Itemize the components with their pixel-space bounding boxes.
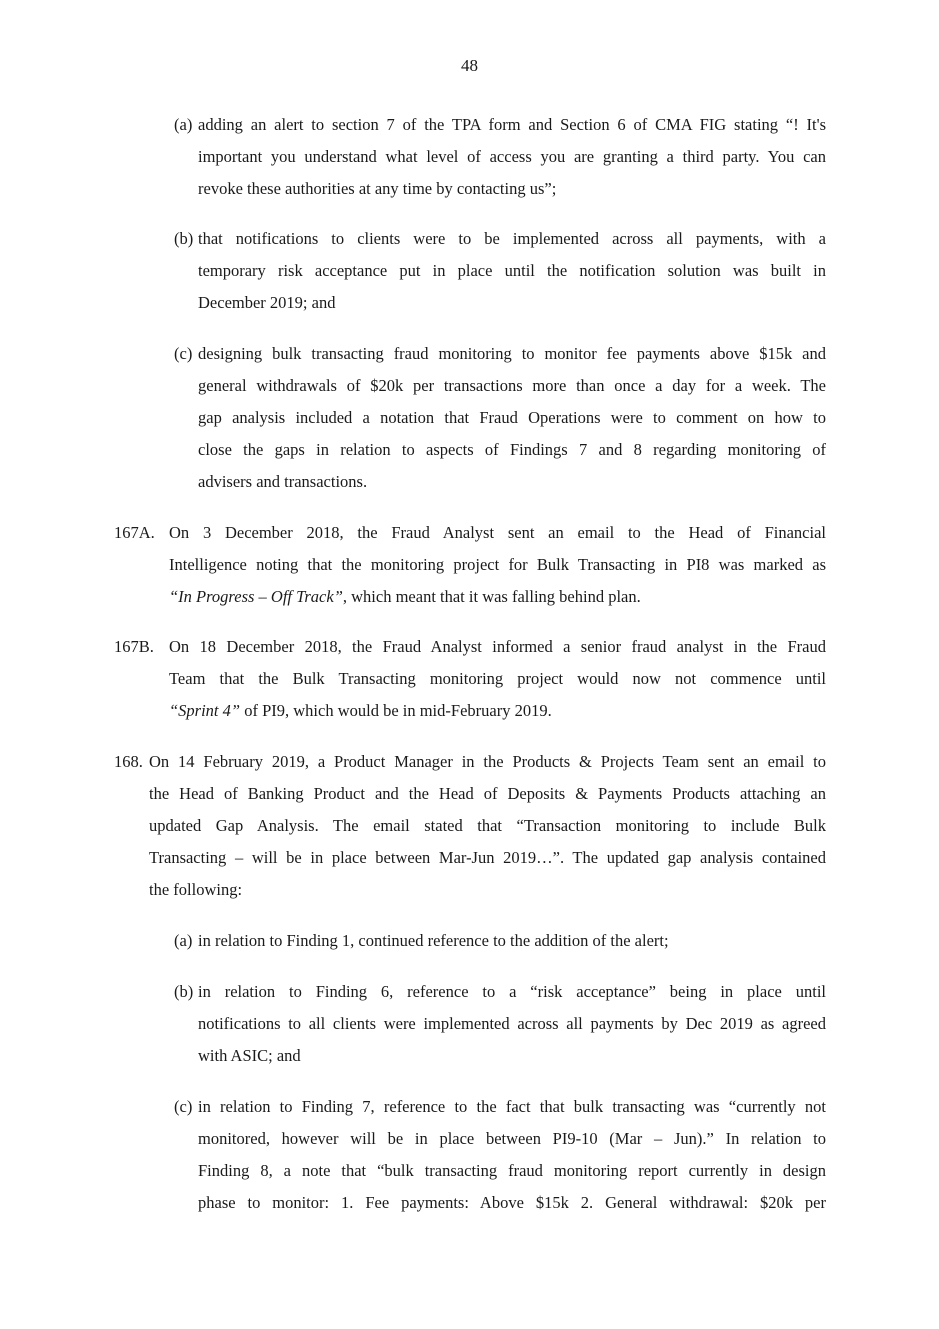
text-line: On 14 February 2019, a Product Manager in the Products & Projects Team sent an email to <box>149 752 826 771</box>
text-line: Transacting – will be in place between Mar-Jun 2019…”. The updated gap analysis contained <box>149 848 826 867</box>
text-line: designing bulk transacting fraud monitoring to monitor fee payments above $15k and <box>198 344 826 363</box>
italic-quote: “Sprint 4” <box>169 701 241 720</box>
text-line: On 3 December 2018, the Fraud Analyst sent an email to the Head of Financial <box>169 523 826 542</box>
text-line: with ASIC; and <box>198 1046 301 1065</box>
text-fragment: of PI9, which would be in mid-February 2019. <box>240 701 552 720</box>
text-line: revoke these authorities at any time by contacting us”; <box>198 179 557 198</box>
text-line: monitored, however will be in place between PI9-10 (Mar – Jun).” In relation to <box>198 1129 826 1148</box>
paragraph-167B <box>114 631 826 727</box>
text-line: important you understand what level of access you are granting a third party. You can <box>198 147 826 166</box>
text-line: in relation to Finding 7, reference to the fact that bulk transacting was “currently not <box>198 1097 826 1116</box>
item-text <box>198 223 826 319</box>
text-line: updated Gap Analysis. The email stated that “Transaction monitoring to include Bulk <box>149 816 826 835</box>
text-line: Team that the Bulk Transacting monitoring project would now not commence until <box>169 669 826 688</box>
text-line: Intelligence noting that the monitoring project for Bulk Transacting in PI8 was marked as <box>169 555 826 574</box>
text-line: advisers and transactions. <box>198 472 368 491</box>
text-line: gap analysis included a notation that Fraud Operations were to comment on how to <box>198 408 826 427</box>
italic-quote: “In Progress – Off Track” <box>169 587 343 606</box>
page-number: 48 <box>461 56 478 75</box>
paragraph-number: 167A. <box>114 523 155 542</box>
text-line: in relation to Finding 1, continued reference to the addition of the alert; <box>198 931 669 950</box>
item-text <box>198 976 826 1072</box>
text-line: general withdrawals of $20k per transactions more than once a day for a week. The <box>198 376 826 395</box>
text-line: On 18 December 2018, the Fraud Analyst informed a senior fraud analyst in the Fraud <box>169 637 826 656</box>
item-text <box>198 109 826 205</box>
list-item-bottom-a <box>174 925 826 957</box>
text-line: the Head of Banking Product and the Head of Deposits & Payments Products attaching an <box>149 784 826 803</box>
text-line: December 2019; and <box>198 293 336 312</box>
item-text <box>198 338 826 498</box>
text-line: temporary risk acceptance put in place until the notification solution was built in <box>198 261 826 280</box>
text-line: Finding 8, a note that “bulk transacting fraud monitoring report currently in design <box>198 1161 826 1180</box>
text-line <box>169 581 826 613</box>
paragraph-text <box>169 631 826 727</box>
list-item-top-a <box>174 109 826 205</box>
list-item-bottom-c <box>174 1091 826 1219</box>
text-fragment: , which meant that it was falling behind plan. <box>342 587 641 606</box>
text-line: notifications to all clients were implemented across all payments by Dec 2019 as agreed <box>198 1014 826 1033</box>
text-line: in relation to Finding 6, reference to a “risk acceptance” being in place until <box>198 982 826 1001</box>
item-text <box>198 1091 826 1219</box>
item-text <box>198 925 826 957</box>
text-line: close the gaps in relation to aspects of Findings 7 and 8 regarding monitoring of <box>198 440 826 459</box>
item-label: (c) <box>174 1097 193 1116</box>
list-item-bottom-b <box>174 976 826 1072</box>
text-line: that notifications to clients were to be implemented across all payments, with a <box>198 229 826 248</box>
paragraph-167A <box>114 517 826 613</box>
list-item-top-b <box>174 223 826 319</box>
text-line: adding an alert to section 7 of the TPA form and Section 6 of CMA FIG stating “! It's <box>198 115 826 134</box>
list-item-top-c <box>174 338 826 498</box>
paragraph-text <box>149 746 826 906</box>
item-label: (b) <box>174 982 194 1001</box>
paragraph-text <box>169 517 826 613</box>
item-label: (a) <box>174 931 193 950</box>
item-label: (b) <box>174 229 194 248</box>
item-label: (a) <box>174 115 193 134</box>
paragraph-number: 167B. <box>114 637 154 656</box>
item-label: (c) <box>174 344 193 363</box>
paragraph-168 <box>114 746 826 906</box>
paragraph-number: 168. <box>114 752 143 771</box>
text-line: phase to monitor: 1. Fee payments: Above $15k 2. General withdrawal: $20k per <box>198 1193 826 1212</box>
text-line <box>169 695 826 727</box>
text-line: the following: <box>149 880 243 899</box>
